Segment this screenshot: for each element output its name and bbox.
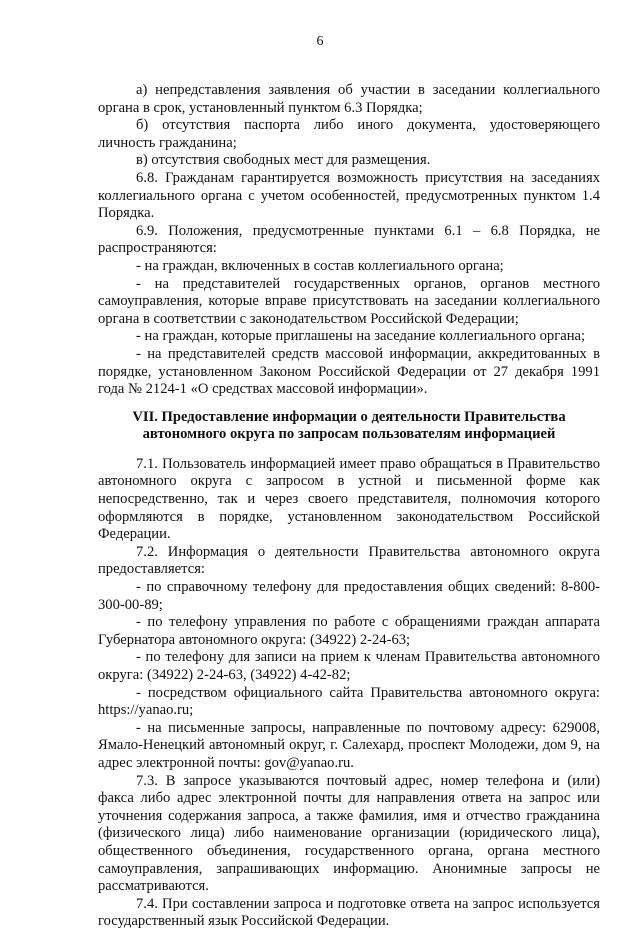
paragraph: - по телефону управления по работе с обращениями граждан аппарата Губернатора автономного округа: (34922) 2-24-63;: [98, 614, 600, 648]
section-heading: VII. Предоставление информации о деятельности Правительства автономного округа по запросам пользователям информацией: [132, 408, 566, 443]
paragraph: - на представителей государственных органов, органов местного самоуправления, которые вправе присутствовать на заседании коллегиального органа в соответствии с законодательством Российской Федерации;: [98, 275, 600, 327]
paragraph: - на письменные запросы, направленные по почтовому адресу: 629008, Ямало-Ненецкий автономный округ, г. Салехард, проспект Молодежи, дом 9, на адрес электронной почты: gov@yanao.ru.: [98, 719, 600, 771]
paragraph: - на граждан, которые приглашены на заседание коллегиального органа;: [136, 328, 586, 345]
paragraph: 7.4. При составлении запроса и подготовке ответа на запрос используется государственный язык Российской Федерации.: [98, 895, 600, 930]
paragraph: 7.2. Информация о деятельности Правительства автономного округа предоставляется:: [98, 543, 600, 578]
paragraph: 6.9. Положения, предусмотренные пунктами 6.1 – 6.8 Порядка, не распространяются:: [98, 222, 600, 257]
paragraph: в) отсутствия свободных мест для размещения.: [136, 152, 431, 169]
paragraph: 7.3. В запросе указываются почтовый адрес, номер телефона и (или) факса либо адрес электронной почты для направления ответа на запрос или уточнения содержания запроса, а также фамилия, имя и отчество гражданина (физического лица) либо наименование организации (юридического лица), общественного объединения, государственного органа, органа местного самоуправления, запрашивающих информацию. Анонимные запросы не рассматриваются.: [98, 772, 600, 895]
page-number: 6: [316, 34, 324, 49]
paragraph: - посредством официального сайта Правительства автономного округа: https://yanao.ru;: [98, 684, 600, 719]
paragraph: 7.1. Пользователь информацией имеет право обращаться в Правительство автономного округа с запросом в устной и письменной форме как непосредственно, так и через своего представителя, полномочия которого оформляются в порядке, установленном законодательством Российской Федерации.: [98, 455, 600, 543]
paragraph: а) непредставления заявления об участии в заседании коллегиального органа в срок, установленный пунктом 6.3 Порядка;: [98, 82, 600, 116]
paragraph: 6.8. Гражданам гарантируется возможность присутствия на заседаниях коллегиального органа с учетом особенностей, предусмотренных пунктом 1.4 Порядка.: [98, 169, 600, 222]
paragraph: б) отсутствия паспорта либо иного документа, удостоверяющего личность гражданина;: [98, 117, 600, 151]
document-body: [98, 82, 600, 931]
paragraph: - на представителей средств массовой информации, аккредитованных в порядке, установленном Законом Российской Федерации от 27 декабря 1991 года № 2124-1 «О средствах массовой информации».: [98, 345, 600, 398]
paragraph: - по справочному телефону для предоставления общих сведений: 8-800-300-00-89;: [98, 579, 600, 613]
paragraph: - по телефону для записи на прием к членам Правительства автономного округа: (34922) 2-24-63, (34922) 4-42-82;: [98, 649, 600, 683]
paragraph: - на граждан, включенных в состав коллегиального органа;: [136, 257, 504, 274]
